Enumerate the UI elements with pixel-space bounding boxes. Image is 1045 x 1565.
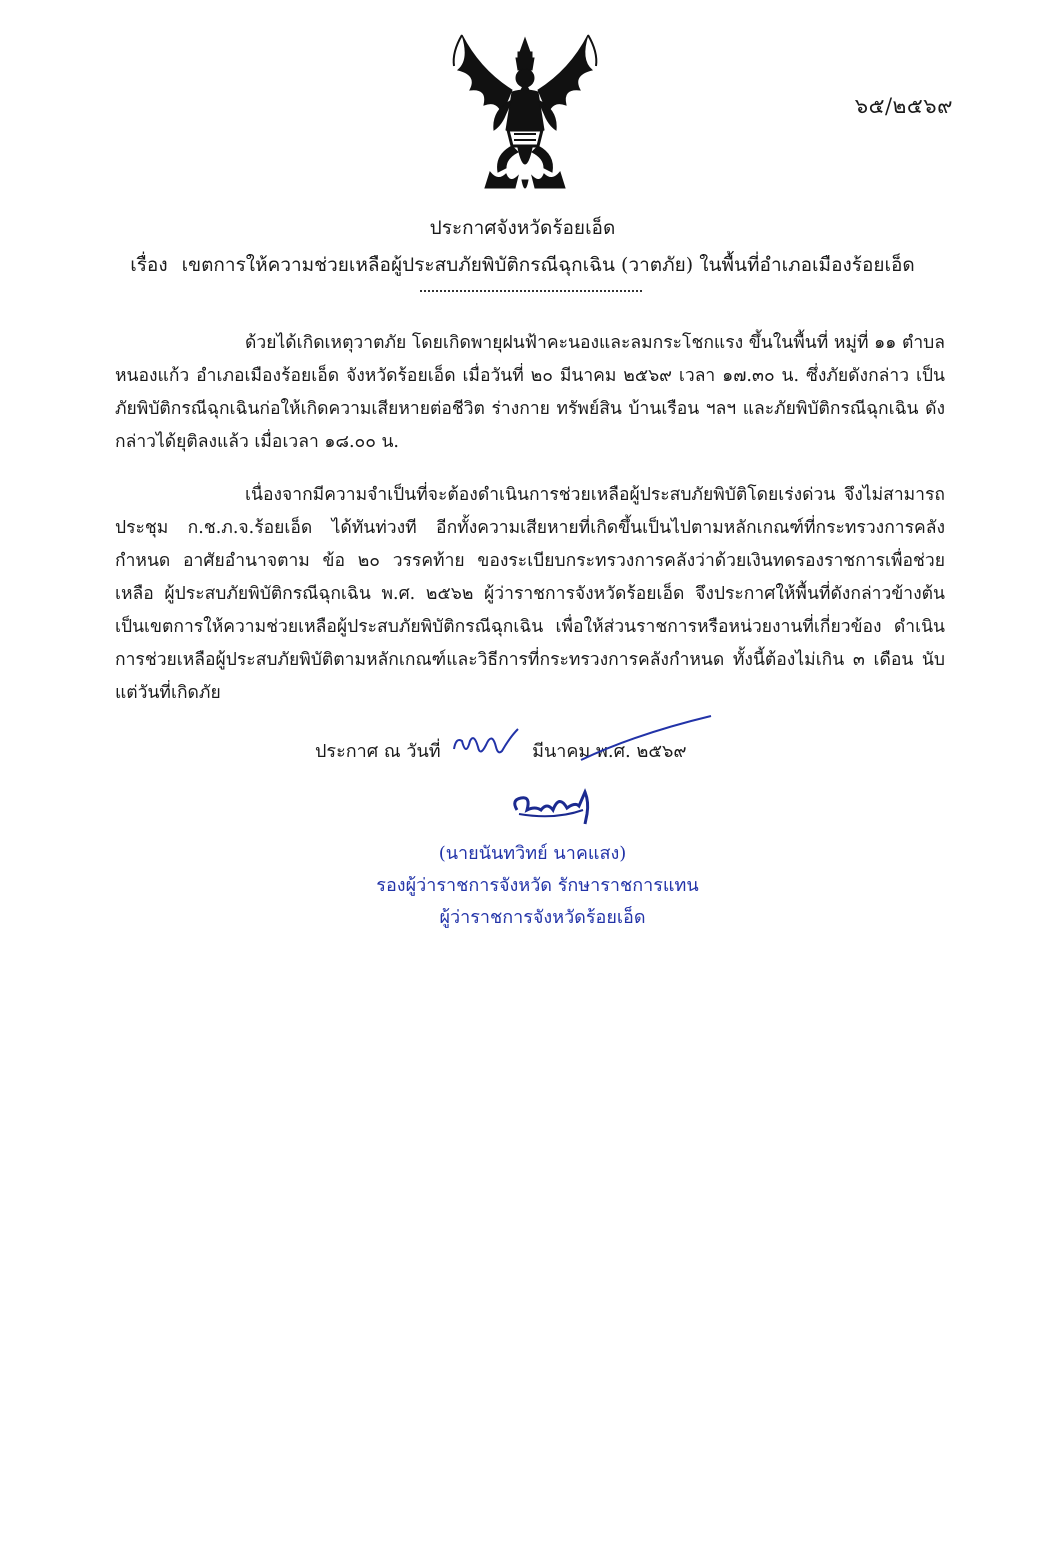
paragraph-declaration: เนื่องจากมีความจำเป็นที่จะต้องดำเนินการช่วยเหลือผู้ประสบภัยพิบัติโดยเร่งด่วน จึงไม่สามารถ ประชุม ก.ช.ภ.จ.ร้อยเอ็ด ได้ทันท่วงที อีกทั้งความเสียหายที่เกิดขึ้นเป็นไปตามหลักเกณฑ์ที่กระทรวงการคลังกำหนด อาศัยอำนาจตาม ข้อ ๒๐ วรรคท้าย ของระเบียบกระทรวงการคลังว่าด้วยเงินทดรองราชการเพื่อช่วยเหลือ ผู้ประสบภัยพิบัติกรณีฉุกเฉิน พ.ศ. ๒๕๖๒ ผู้ว่าราชการจังหวัดร้อยเอ็ด จึงประกาศให้พื้นที่ดังกล่าวข้างต้น เป็นเขตการให้ความช่วยเหลือผู้ประสบภัยพิบัติกรณีฉุกเฉิน เพื่อให้ส่วนราชการหรือหน่วยงานที่เกี่ยวข้อง ดำเนินการช่วยเหลือผู้ประสบภัยพิบัติตามหลักเกณฑ์และวิธีการที่กระทรวงการคลังกำหนด ทั้งนี้ต้องไม่เกิน ๓ เดือน นับแต่วันที่เกิดภัย [115,485,945,703]
signer-title: รองผู้ว่าราชการจังหวัด รักษาราชการแทน [376,875,699,896]
date-prefix: ประกาศ ณ วันที่ [315,741,441,762]
signer-office: ผู้ว่าราชการจังหวัดร้อยเอ็ด [439,907,646,928]
paragraph-incident: ด้วยได้เกิดเหตุวาตภัย โดยเกิดพายุฝนฟ้าคะนองและลมกระโชกแรง ขึ้นในพื้นที่ หมู่ที่ ๑๑ ตำบลหนองแก้ว อำเภอเมืองร้อยเอ็ด จังหวัดร้อยเอ็ด เมื่อวันที่ ๒๐ มีนาคม ๒๕๖๙ เวลา ๑๗.๓๐ น. ซึ่งภัยดังกล่าว เป็นภัยพิบัติกรณีฉุกเฉินก่อให้เกิดความเสียหายต่อชีวิต ร่างกาย ทรัพย์สิน บ้านเรือน ฯลฯ และภัยพิบัติกรณีฉุกเฉิน ดังกล่าวได้ยุติลงแล้ว เมื่อเวลา ๑๘.๐๐ น. [115,333,945,452]
handwriting-day-icon [444,727,524,767]
signature-icon [505,780,615,828]
date-month: มีนาคม [532,741,591,762]
document-number: ๖๕/๒๕๖๙ [854,94,953,118]
date-year-text: ๒๕๖๙ [636,741,687,762]
dotted-divider [420,290,642,292]
signer-block [0,838,1045,934]
garuda-emblem-icon [440,30,610,200]
subject-line [0,250,1045,280]
announcement-title: ประกาศจังหวัดร้อยเอ็ด [429,217,616,239]
pen-stroke-icon [576,714,716,764]
subject-label: เรื่อง [130,254,168,276]
announcement-date [315,735,687,769]
date-era: พ.ศ. [596,741,631,762]
handwritten-day [446,735,518,769]
signer-name: (นายนันทวิทย์ นาคแสง) [438,843,627,864]
subject-text: เขตการให้ความช่วยเหลือผู้ประสบภัยพิบัติกรณีฉุกเฉิน (วาตภัย) ในพื้นที่อำเภอเมืองร้อยเอ็ด [181,254,915,276]
date-year [636,736,686,765]
